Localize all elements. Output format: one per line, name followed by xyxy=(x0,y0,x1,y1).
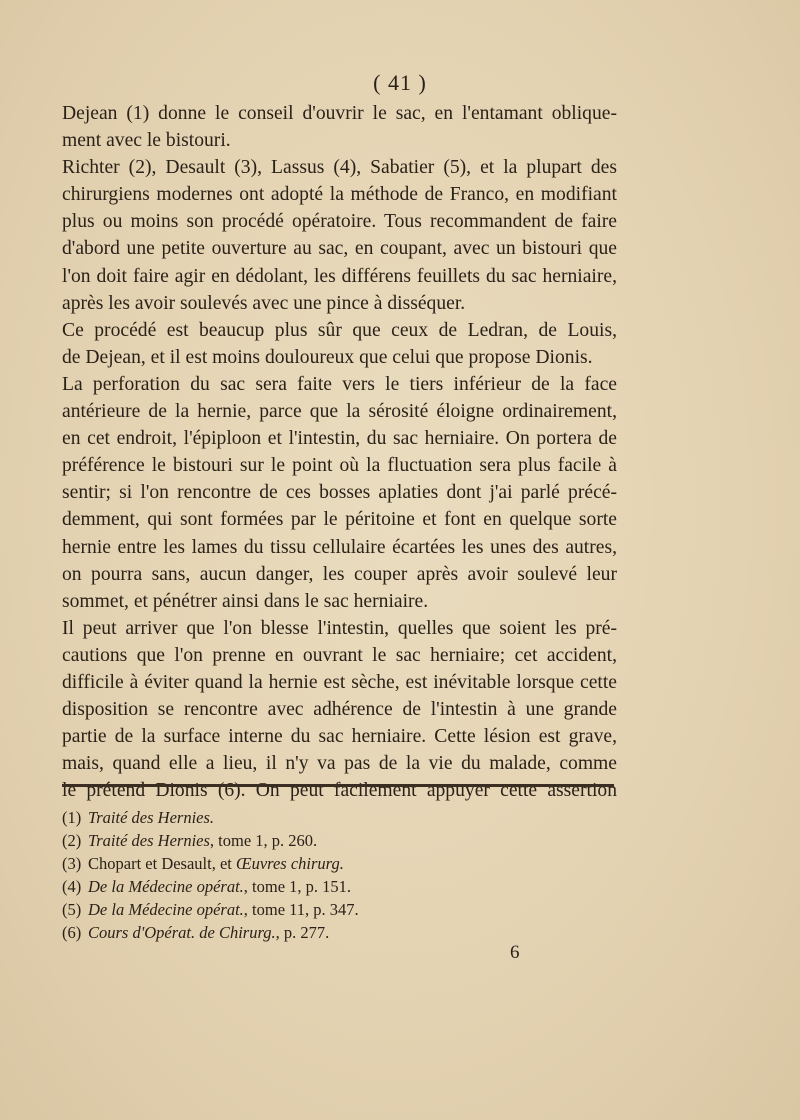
text-line: disposition se rencontre avec adhérence de l'intestin à une grande xyxy=(62,699,617,721)
text-line: l'on doit faire agir en dédolant, les différens feuillets du sac herniaire, xyxy=(62,265,617,287)
text-line: de Dejean, et il est moins douloureux que celui que propose Dionis. xyxy=(62,346,593,368)
text-line: plus ou moins son procédé opératoire. Tous recommandent de faire xyxy=(62,211,617,233)
footnote-4 xyxy=(62,875,622,898)
footnote-number: (2) xyxy=(62,831,82,851)
text-line: sentir; si l'on rencontre de ces bosses aplaties dont j'ai parlé précé- xyxy=(62,482,617,504)
footnote-rest: , p. 277. xyxy=(275,923,330,943)
footnote-title: De la Médecine opérat. xyxy=(88,877,244,897)
footnote-title: Cours d'Opérat. de Chirurg. xyxy=(88,923,276,943)
footnote-title: De la Médecine opérat. xyxy=(88,900,244,920)
page-number: ( 41 ) xyxy=(373,70,427,95)
text-line: on pourra sans, aucun danger, les couper après avoir soulevé leur xyxy=(62,563,617,585)
footnote-rest: , tome 11, p. 347. xyxy=(243,900,359,920)
text-line: chirurgiens modernes ont adopté la méthode de Franco, en modifiant xyxy=(62,184,617,206)
text-line: antérieure de la hernie, parce que la sérosité éloigne ordinairement, xyxy=(62,401,617,423)
text-line: sommet, et pénétrer ainsi dans le sac herniaire. xyxy=(62,590,429,612)
footnote-number: (4) xyxy=(62,877,82,897)
footnote-6 xyxy=(62,921,622,944)
text-line: préférence le bistouri sur le point où la fluctuation sera plus facile à xyxy=(62,455,617,477)
text-line: cautions que l'on prenne en ouvrant le sac herniaire; cet accident, xyxy=(62,644,617,666)
text-line: Il peut arriver que l'on blesse l'intestin, quelles que soient les pré- xyxy=(62,617,617,639)
text-line: La perforation du sac sera faite vers le tiers inférieur de la face xyxy=(62,373,617,395)
text-line: difficile à éviter quand la hernie est sèche, est inévitable lorsque cette xyxy=(62,671,617,693)
text-line: ment avec le bistouri. xyxy=(62,130,231,152)
footnote-title: Œuvres chirurg. xyxy=(236,854,344,874)
text-line: Dejean (1) donne le conseil d'ouvrir le sac, en l'entamant oblique- xyxy=(62,103,617,124)
text-line: après les avoir soulevés avec une pince à disséquer. xyxy=(62,292,466,314)
footnote-number: (1) xyxy=(62,808,82,827)
text-line: d'abord une petite ouverture au sac, en coupant, avec un bistouri que xyxy=(62,238,617,260)
footnote-number: (5) xyxy=(62,900,82,920)
footnote-1 xyxy=(62,806,622,829)
text-line: partie de la surface interne du sac herniaire. Cette lésion est grave, xyxy=(62,726,617,748)
body-text xyxy=(62,100,617,804)
footnote-title: Traité des Hernies xyxy=(88,831,210,851)
footnote-number: (3) xyxy=(62,854,82,874)
text-line: demment, qui sont formées par le péritoine et font en quelque sorte xyxy=(62,509,617,531)
footnote-title: Traité des Hernies. xyxy=(88,808,215,827)
footnote-3 xyxy=(62,852,622,875)
text-line: mais, quand elle a lieu, il n'y va pas de la vie du malade, comme xyxy=(62,753,617,775)
footnote-number: (6) xyxy=(62,923,82,943)
footnote-2 xyxy=(62,829,622,852)
footnotes xyxy=(62,806,622,945)
text-line: Ce procédé est beaucup plus sûr que ceux de Ledran, de Louis, xyxy=(62,319,617,341)
footnote-5 xyxy=(62,898,622,921)
footnote-pre: Chopart et Desault, et xyxy=(88,854,237,874)
footnote-rest: , tome 1, p. 260. xyxy=(209,831,318,851)
signature-mark: 6 xyxy=(510,942,520,963)
text-line: Richter (2), Desault (3), Lassus (4), Sabatier (5), et la plupart des xyxy=(62,157,617,179)
footnote-rest: , tome 1, p. 151. xyxy=(243,877,352,897)
text-line: le prétend Dionis (6). On peut facilement appuyer cette assertion xyxy=(62,780,617,802)
footnote-separator-rule xyxy=(62,784,614,787)
text-line: en cet endroit, l'épiploon et l'intestin, du sac herniaire. On portera de xyxy=(62,428,617,450)
text-line: hernie entre les lames du tissu cellulaire écartées les unes des autres, xyxy=(62,536,617,558)
